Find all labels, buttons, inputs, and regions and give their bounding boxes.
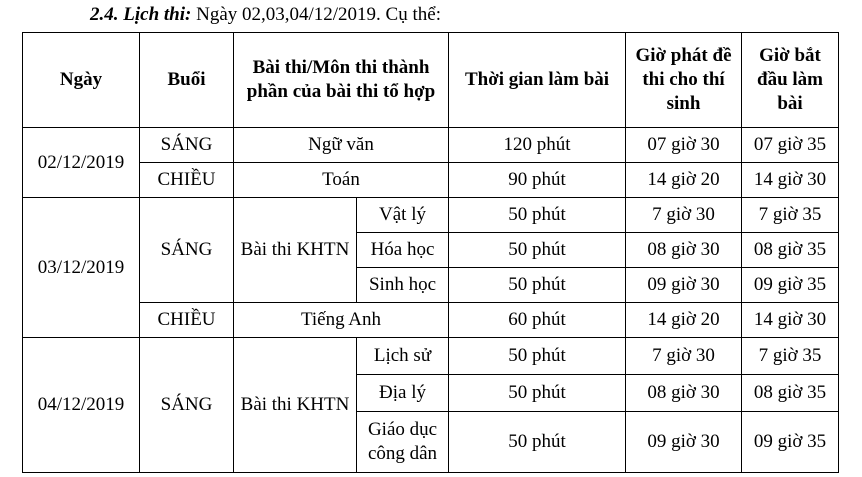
start-cell: 14 giờ 30 bbox=[742, 303, 839, 338]
start-cell: 09 giờ 35 bbox=[742, 268, 839, 303]
header-session: Buổi bbox=[140, 33, 234, 128]
section-heading bbox=[90, 4, 441, 26]
session-cell: SÁNG bbox=[140, 338, 234, 473]
subject-cell: Lịch sử bbox=[357, 338, 449, 375]
date-cell: 03/12/2019 bbox=[23, 198, 140, 338]
hand-out-cell: 14 giờ 20 bbox=[626, 163, 742, 198]
duration-cell: 50 phút bbox=[449, 412, 626, 473]
hand-out-cell: 08 giờ 30 bbox=[626, 375, 742, 412]
table-row bbox=[23, 163, 839, 198]
group-cell: Bài thi KHTN bbox=[234, 338, 357, 473]
table-row bbox=[23, 303, 839, 338]
subject-cell: Vật lý bbox=[357, 198, 449, 233]
table-row bbox=[23, 198, 839, 233]
hand-out-cell: 09 giờ 30 bbox=[626, 412, 742, 473]
header-subject: Bài thi/Môn thi thành phần của bài thi tổ hợp bbox=[234, 33, 449, 128]
duration-cell: 50 phút bbox=[449, 233, 626, 268]
start-cell: 08 giờ 35 bbox=[742, 233, 839, 268]
subject-cell: Hóa học bbox=[357, 233, 449, 268]
date-cell: 02/12/2019 bbox=[23, 128, 140, 198]
table-row bbox=[23, 338, 839, 375]
start-cell: 09 giờ 35 bbox=[742, 412, 839, 473]
hand-out-cell: 7 giờ 30 bbox=[626, 198, 742, 233]
subject-cell: Toán bbox=[234, 163, 449, 198]
header-date: Ngày bbox=[23, 33, 140, 128]
section-heading-label: 2.4. Lịch thi: bbox=[90, 4, 192, 25]
header-hand-out: Giờ phát đề thi cho thí sinh bbox=[626, 33, 742, 128]
start-cell: 7 giờ 35 bbox=[742, 198, 839, 233]
start-cell: 14 giờ 30 bbox=[742, 163, 839, 198]
subject-cell: Giáo dục công dân bbox=[357, 412, 449, 473]
session-cell: CHIỀU bbox=[140, 163, 234, 198]
start-cell: 7 giờ 35 bbox=[742, 338, 839, 375]
subject-cell: Địa lý bbox=[357, 375, 449, 412]
section-heading-text: Ngày 02,03,04/12/2019. Cụ thể: bbox=[191, 4, 441, 25]
duration-cell: 120 phút bbox=[449, 128, 626, 163]
duration-cell: 50 phút bbox=[449, 338, 626, 375]
duration-cell: 90 phút bbox=[449, 163, 626, 198]
session-cell: CHIỀU bbox=[140, 303, 234, 338]
hand-out-cell: 14 giờ 20 bbox=[626, 303, 742, 338]
table-row bbox=[23, 128, 839, 163]
hand-out-cell: 08 giờ 30 bbox=[626, 233, 742, 268]
hand-out-cell: 09 giờ 30 bbox=[626, 268, 742, 303]
session-cell: SÁNG bbox=[140, 128, 234, 163]
date-cell: 04/12/2019 bbox=[23, 338, 140, 473]
table-header-row bbox=[23, 33, 839, 128]
subject-cell: Sinh học bbox=[357, 268, 449, 303]
duration-cell: 60 phút bbox=[449, 303, 626, 338]
session-cell: SÁNG bbox=[140, 198, 234, 303]
exam-schedule-table bbox=[22, 32, 839, 473]
start-cell: 07 giờ 35 bbox=[742, 128, 839, 163]
hand-out-cell: 7 giờ 30 bbox=[626, 338, 742, 375]
start-cell: 08 giờ 35 bbox=[742, 375, 839, 412]
duration-cell: 50 phút bbox=[449, 198, 626, 233]
header-duration: Thời gian làm bài bbox=[449, 33, 626, 128]
duration-cell: 50 phút bbox=[449, 268, 626, 303]
subject-cell: Tiếng Anh bbox=[234, 303, 449, 338]
subject-cell: Ngữ văn bbox=[234, 128, 449, 163]
hand-out-cell: 07 giờ 30 bbox=[626, 128, 742, 163]
group-cell: Bài thi KHTN bbox=[234, 198, 357, 303]
duration-cell: 50 phút bbox=[449, 375, 626, 412]
header-start: Giờ bắt đầu làm bài bbox=[742, 33, 839, 128]
